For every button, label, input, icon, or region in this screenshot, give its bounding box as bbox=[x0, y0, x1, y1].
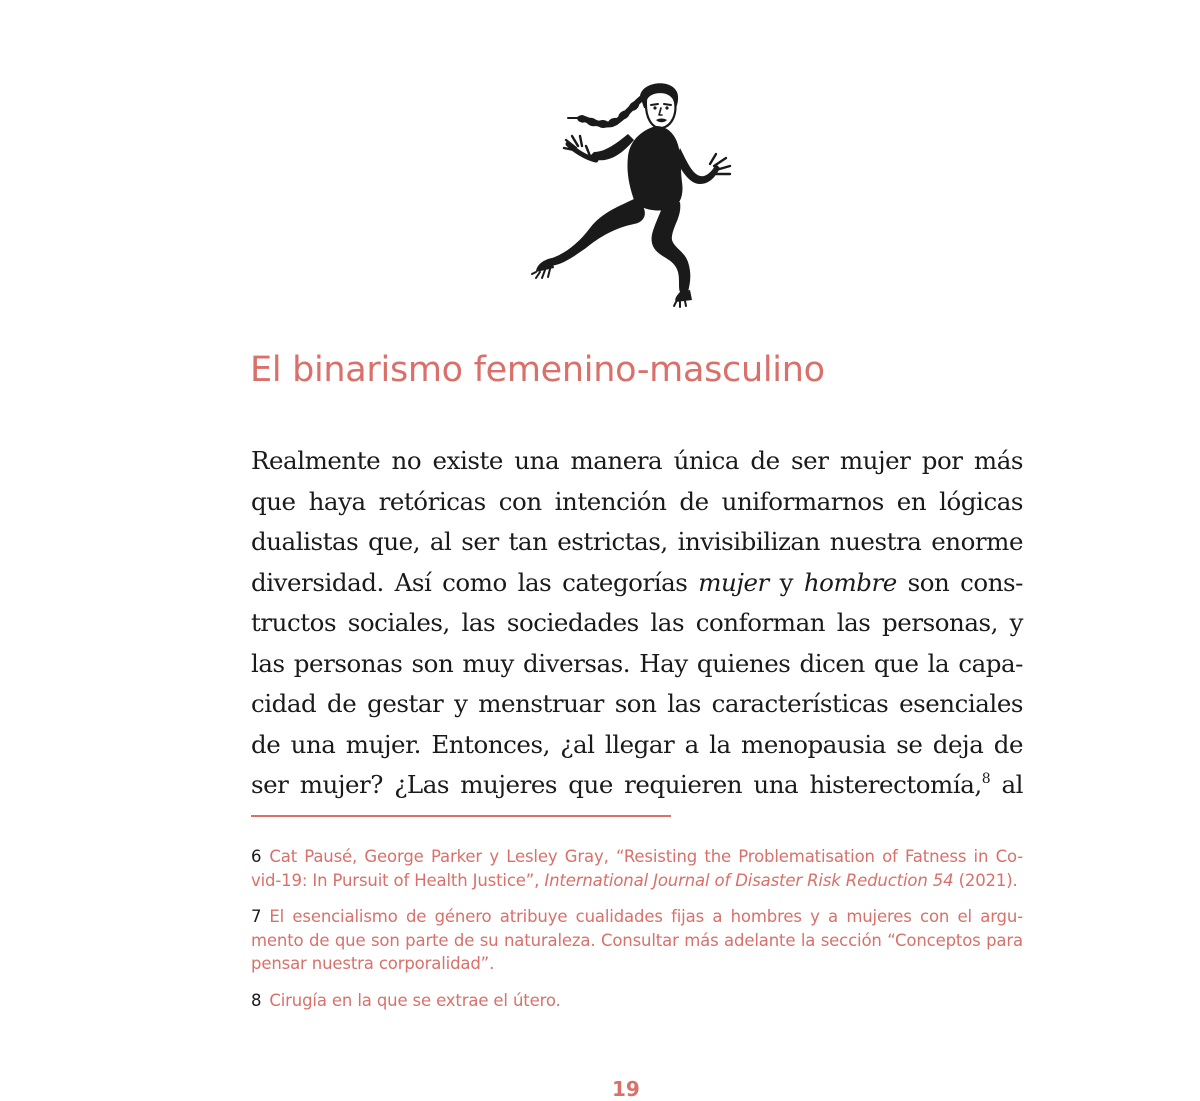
footnote-reference[interactable]: 8 bbox=[981, 771, 991, 787]
paragraph-line: Realmente no existe una manera única de ser mujer por más bbox=[251, 446, 1023, 475]
footnote-divider bbox=[251, 815, 671, 817]
emphasis-hombre: hombre bbox=[803, 567, 897, 597]
emphasis-mujer: mujer bbox=[698, 567, 769, 597]
footnote-number: 8 bbox=[251, 990, 262, 1010]
section-heading: El binarismo femenino-masculino bbox=[250, 350, 825, 390]
footnote-number: 6 bbox=[251, 847, 262, 866]
paragraph-line: de una mujer. Entonces, ¿al llegar a la menopausia se deja de bbox=[251, 729, 1023, 759]
paragraph-line: tructos sociales, las sociedades las conforman las personas, y bbox=[251, 608, 1023, 637]
paragraph-line: dualistas que, al ser tan estrictas, invisibilizan nuestra enorme bbox=[251, 527, 1023, 556]
paragraph-line: las personas son muy diversas. Hay quienes dicen que la capa- bbox=[251, 648, 1023, 678]
paragraph-line: diversidad. Así como las categorías mujer y hombre son cons- bbox=[251, 567, 1024, 597]
footnotes bbox=[251, 845, 1023, 1025]
paragraph-line: cidad de gestar y menstruar son las características esenciales bbox=[251, 689, 1023, 718]
journal-title: International Journal of Disaster Risk Reduction 54 bbox=[544, 870, 954, 890]
footnote-6: 6 Cat Pausé, George Parker y Lesley Gray, “Resisting the Problematisation of Fatness in Co- vid-19: In Pursuit of Health Justice”, International Journal of Disaster Risk Reduction 54 (2021). bbox=[251, 847, 1023, 890]
page-number: 19 bbox=[612, 1077, 640, 1101]
paragraph-line: ser mujer? ¿Las mujeres que requieren una histerectomía,$^8$ al bbox=[251, 770, 1023, 799]
body-paragraph bbox=[251, 441, 1023, 806]
paragraph-line: que haya retóricas con intención de uniformarnos en lógicas bbox=[251, 486, 1023, 516]
footnote-number: 7 bbox=[251, 907, 262, 926]
footnote-8: 8 Cirugía en la que se extrae el útero. bbox=[251, 990, 561, 1010]
dancing-woman-figure-icon bbox=[530, 78, 750, 308]
footnote-7: 7 El esencialismo de género atribuye cualidades fijas a hombres y a mujeres con el argu- mento de que son parte de su naturaleza. Consultar más adelante la sección “Conceptos para pensar nuestra corporalidad”. bbox=[251, 907, 1023, 973]
